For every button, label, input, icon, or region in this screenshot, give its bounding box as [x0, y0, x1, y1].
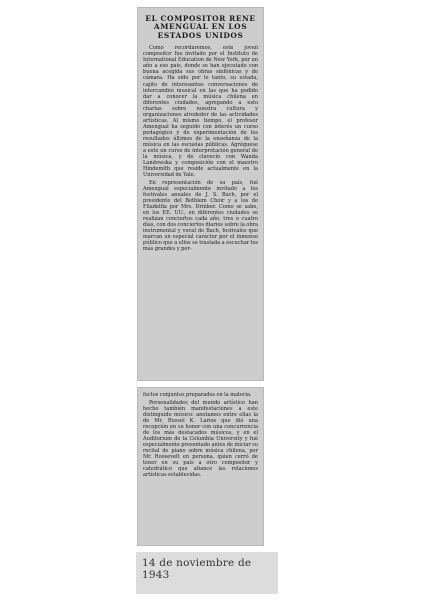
clipping-date: 14 de noviembre de 1943: [142, 557, 252, 581]
article-paragraph: fectos conjuntos preparados en la materia.: [143, 392, 252, 398]
article-paragraph: En representación de su país, fué Amengual especialmente invitado a los festivales anuales de J. S. Bach, por el presidente del Bethlem Choir y a los de Filadelfia por Mrs. Drinker. Como se sabe, en los EE. UU., en diferentes ciudades se realizan conciertos cada año, tres o cuatro días, con dos conciertos diarios sobre la obra instrumental y vocal de Bach, festivales que marcan un especial carácter por el inmenso público que a ellos se traslada a escuchar los más grandes y per-: [143, 179, 258, 253]
newspaper-clipping-continuation: [138, 388, 263, 545]
article-paragraph: Como recordaremos, este joven compositor fue invitado por el Instituto de International Education de New York, por un año a ese país, donde se han ejecutado con buena acogida sus obras sinfónicas y de cámara. Ha sido por lo tanto, su estada, cajito de interesantes conversaciones de intercambio musical en las que ha podido dar a conocer la música chilena en diferentes ciudades, agregando a esto charlas sobre nuestra cultura y organizaciones alrededor de las actividades artísticas. Al mismo tiempo, el profesor Amengual ha seguido con interés un curso pedagógico y de experimentación de los resultados últimos de la enseñanza de la música en las escuelas públicas. Agréguese a esto un curso de interpretación general de la música, y de clavecín con Wanda Landowska y composición con el maestro Hindemith que reside actualmente en la Universidad de Yale.: [143, 45, 258, 179]
article-paragraph: Personalidades del mundo artístico han hecho también manifestaciones a este distinguido músico: anotamos entre ellas la de Mr. Russel K. Larios que dió una recepción en su honor con una concurrencia de los más destacados músicos, y en el Auditorium de la Columbia University y fué especialmente presentado antes de iniciar su recital de piano sobre música chilena, por Mr. Roosevelt en persona, quien cerró de tener en su país a otro compositor y catedrático que afiance las relaciones artísticas establecidas.: [143, 399, 258, 479]
newspaper-clipping-main: [138, 8, 263, 380]
article-title: EL COMPOSITOR RENE AMENGUAL EN LOS ESTADOS UNIDOS: [145, 14, 256, 40]
date-label-strip: [136, 552, 278, 594]
